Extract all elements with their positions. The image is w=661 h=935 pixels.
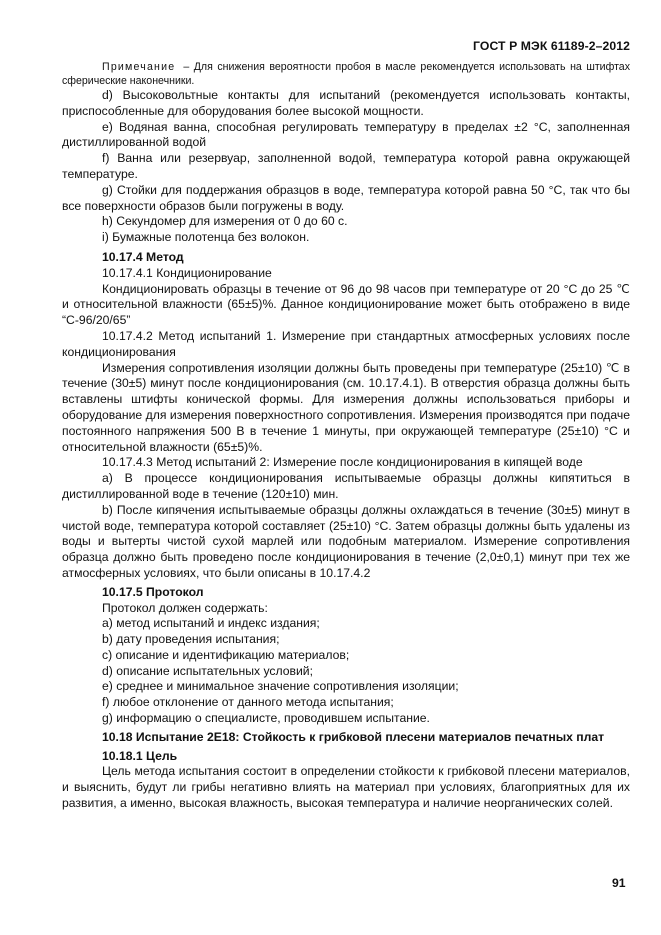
subsection-item-b: b) После кипячения испытываемые образцы должны охлаждаться в течение (30±5) минут в чистой воде, температура которой составляет (25±10) °С. Затем образцы должны быть удалены из воды и вытерты чистой сухой марлей или подобным материалом. Измерение сопротивления образца должно быть проведено после кондиционирования в течение (2,0±0,1) минут при тех же атмосферных условиях, что были описаны в 10.17.4.2 <box>62 502 630 580</box>
subsection-title-10-17-4-3: 10.17.4.3 Метод испытаний 2: Измерение после кондиционирования в кипящей воде <box>102 455 583 470</box>
section-heading-10-18: 10.18 Испытание 2Е18: Стойкость к грибковой плесени материалов печатных плат <box>102 729 605 744</box>
section-heading-10-18-1: 10.18.1 Цель <box>102 748 178 763</box>
note-label: Примечание <box>102 61 176 73</box>
note-paragraph <box>62 60 630 88</box>
section-heading-10-17-4: 10.17.4 Метод <box>102 249 184 264</box>
protocol-item: b) дату проведения испытания; <box>102 632 280 647</box>
document-body <box>62 60 630 812</box>
protocol-intro: Протокол должен содержать: <box>102 600 268 615</box>
equipment-item-g: g) Стойки для поддержания образцов в воде, температура которой равна 50 °С, так что бы все поверхности образов были погружены в воду. <box>62 182 630 213</box>
protocol-item: c) описание и идентификацию материалов; <box>102 647 350 662</box>
protocol-item: e) среднее и минимальное значение сопротивления изоляции; <box>102 679 459 694</box>
note-text: – Для снижения вероятности пробоя в масле рекомендуется использовать на штифтах сферические наконечники. <box>62 61 630 87</box>
equipment-item-f: f) Ванна или резервуар, заполненной водой, температура которой равна окружающей температуре. <box>62 151 630 181</box>
protocol-item: g) информацию о специалисте, проводившем испытание. <box>102 711 430 726</box>
subsection-title-10-17-4-1: 10.17.4.1 Кондиционирование <box>102 265 272 280</box>
subsection-title-10-17-4-2: 10.17.4.2 Метод испытаний 1. Измерение при стандартных атмосферных условиях после кондиционирования <box>62 328 630 359</box>
section-heading-10-17-5: 10.17.5 Протокол <box>102 584 204 599</box>
subsection-text-10-17-4-1: Кондиционировать образцы в течение от 96 до 98 часов при температуре от 20 °С до 25 ℃ и относительной влажности (65±5)%. Данное кондиционирование может быть отображено в виде “С-96/20/65” <box>62 281 630 328</box>
standard-header: ГОСТ Р МЭК 61189-2–2012 <box>473 39 630 53</box>
subsection-item-a: a) В процессе кондиционирования испытываемые образцы должны кипятиться в дистиллированной воде в течение (120±10) мин. <box>62 471 630 501</box>
protocol-item: d) описание испытательных условий; <box>102 663 314 678</box>
equipment-item-d: d) Высоковольтные контакты для испытаний (рекомендуется использовать контакты, приспособленные для оборудования более высокой мощности. <box>62 88 630 118</box>
purpose-text: Цель метода испытания состоит в определении стойкости к грибковой плесени материалов, и выяснить, будут ли грибы негативно влиять на материал при условиях, благоприятных для их развития, а именно, высокая влажность, высокая температура и наличие неорганических солей. <box>62 764 630 811</box>
subsection-text-10-17-4-2: Измерения сопротивления изоляции должны быть проведены при температуре (25±10) ℃ в течение (30±5) минут после кондиционирования (см. 10.17.4.1). В отверстия образца должны быть вставлены штифты конической формы. Для измерения должны использоваться приборы и оборудование для измерения поверхностного сопротивления. Измерения производятся при подаче постоянного напряжения 500 В в течение 1 минуты, при окружающей температуре (25±10) °С и относительной влажности (65±5)%. <box>62 360 630 454</box>
equipment-item-h: h) Секундомер для измерения от 0 до 60 с. <box>102 214 348 229</box>
protocol-item: a) метод испытаний и индекс издания; <box>102 616 320 631</box>
equipment-item-e: e) Водяная ванна, способная регулировать температуру в пределах ±2 °С, заполненная дистиллированной водой <box>62 119 630 150</box>
page-number: 91 <box>612 876 626 890</box>
protocol-item: f) любое отклонение от данного метода испытания; <box>102 695 394 710</box>
equipment-item-i: i) Бумажные полотенца без волокон. <box>102 230 310 245</box>
